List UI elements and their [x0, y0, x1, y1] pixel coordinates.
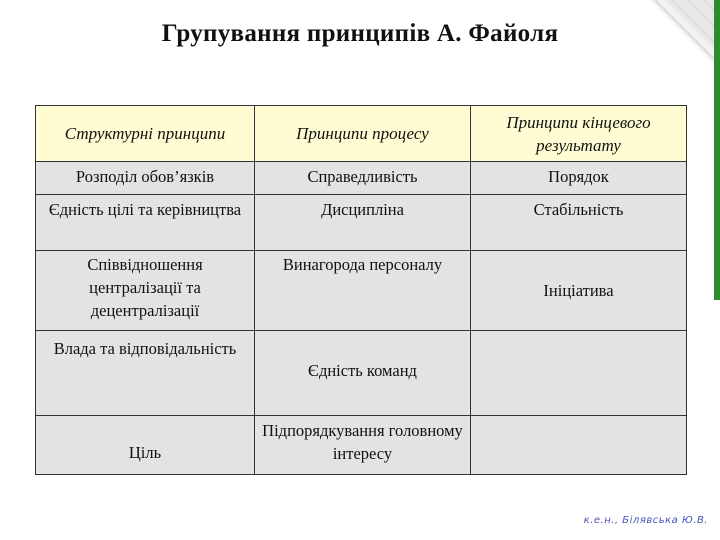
structural-cell: Розподіл обов’язків [36, 162, 255, 195]
result-cell: Стабільність [471, 195, 687, 251]
table-header-row [36, 106, 687, 162]
structural-cell: Влада та відповідальність [36, 331, 255, 416]
principles-table [35, 105, 687, 475]
header-process: Принципи процесу [255, 106, 471, 162]
result-cell-empty [471, 416, 687, 475]
result-cell-empty [471, 331, 687, 416]
table-row [36, 416, 687, 475]
process-cell: Винагорода персоналу [255, 251, 471, 331]
result-cell: Порядок [471, 162, 687, 195]
structural-cell: Ціль [36, 416, 255, 475]
author-credit: к.е.н., Білявська Ю.В. [583, 515, 708, 526]
process-cell: Дисципліна [255, 195, 471, 251]
table-row [36, 251, 687, 331]
page-title: Групування принципів А. Файоля [161, 20, 559, 47]
header-result: Принципи кінцевого результату [471, 106, 687, 162]
table-row [36, 331, 687, 416]
header-structural: Структурні принципи [36, 106, 255, 162]
process-cell: Підпорядкування головному інтересу [255, 416, 471, 475]
structural-cell: Співвідношення централізації та децентралізації [36, 251, 255, 331]
table-row [36, 195, 687, 251]
process-cell: Єдність команд [255, 331, 471, 416]
process-cell: Справедливість [255, 162, 471, 195]
result-cell: Ініціатива [471, 251, 687, 331]
structural-cell: Єдність цілі та керівництва [36, 195, 255, 251]
table-row [36, 162, 687, 195]
